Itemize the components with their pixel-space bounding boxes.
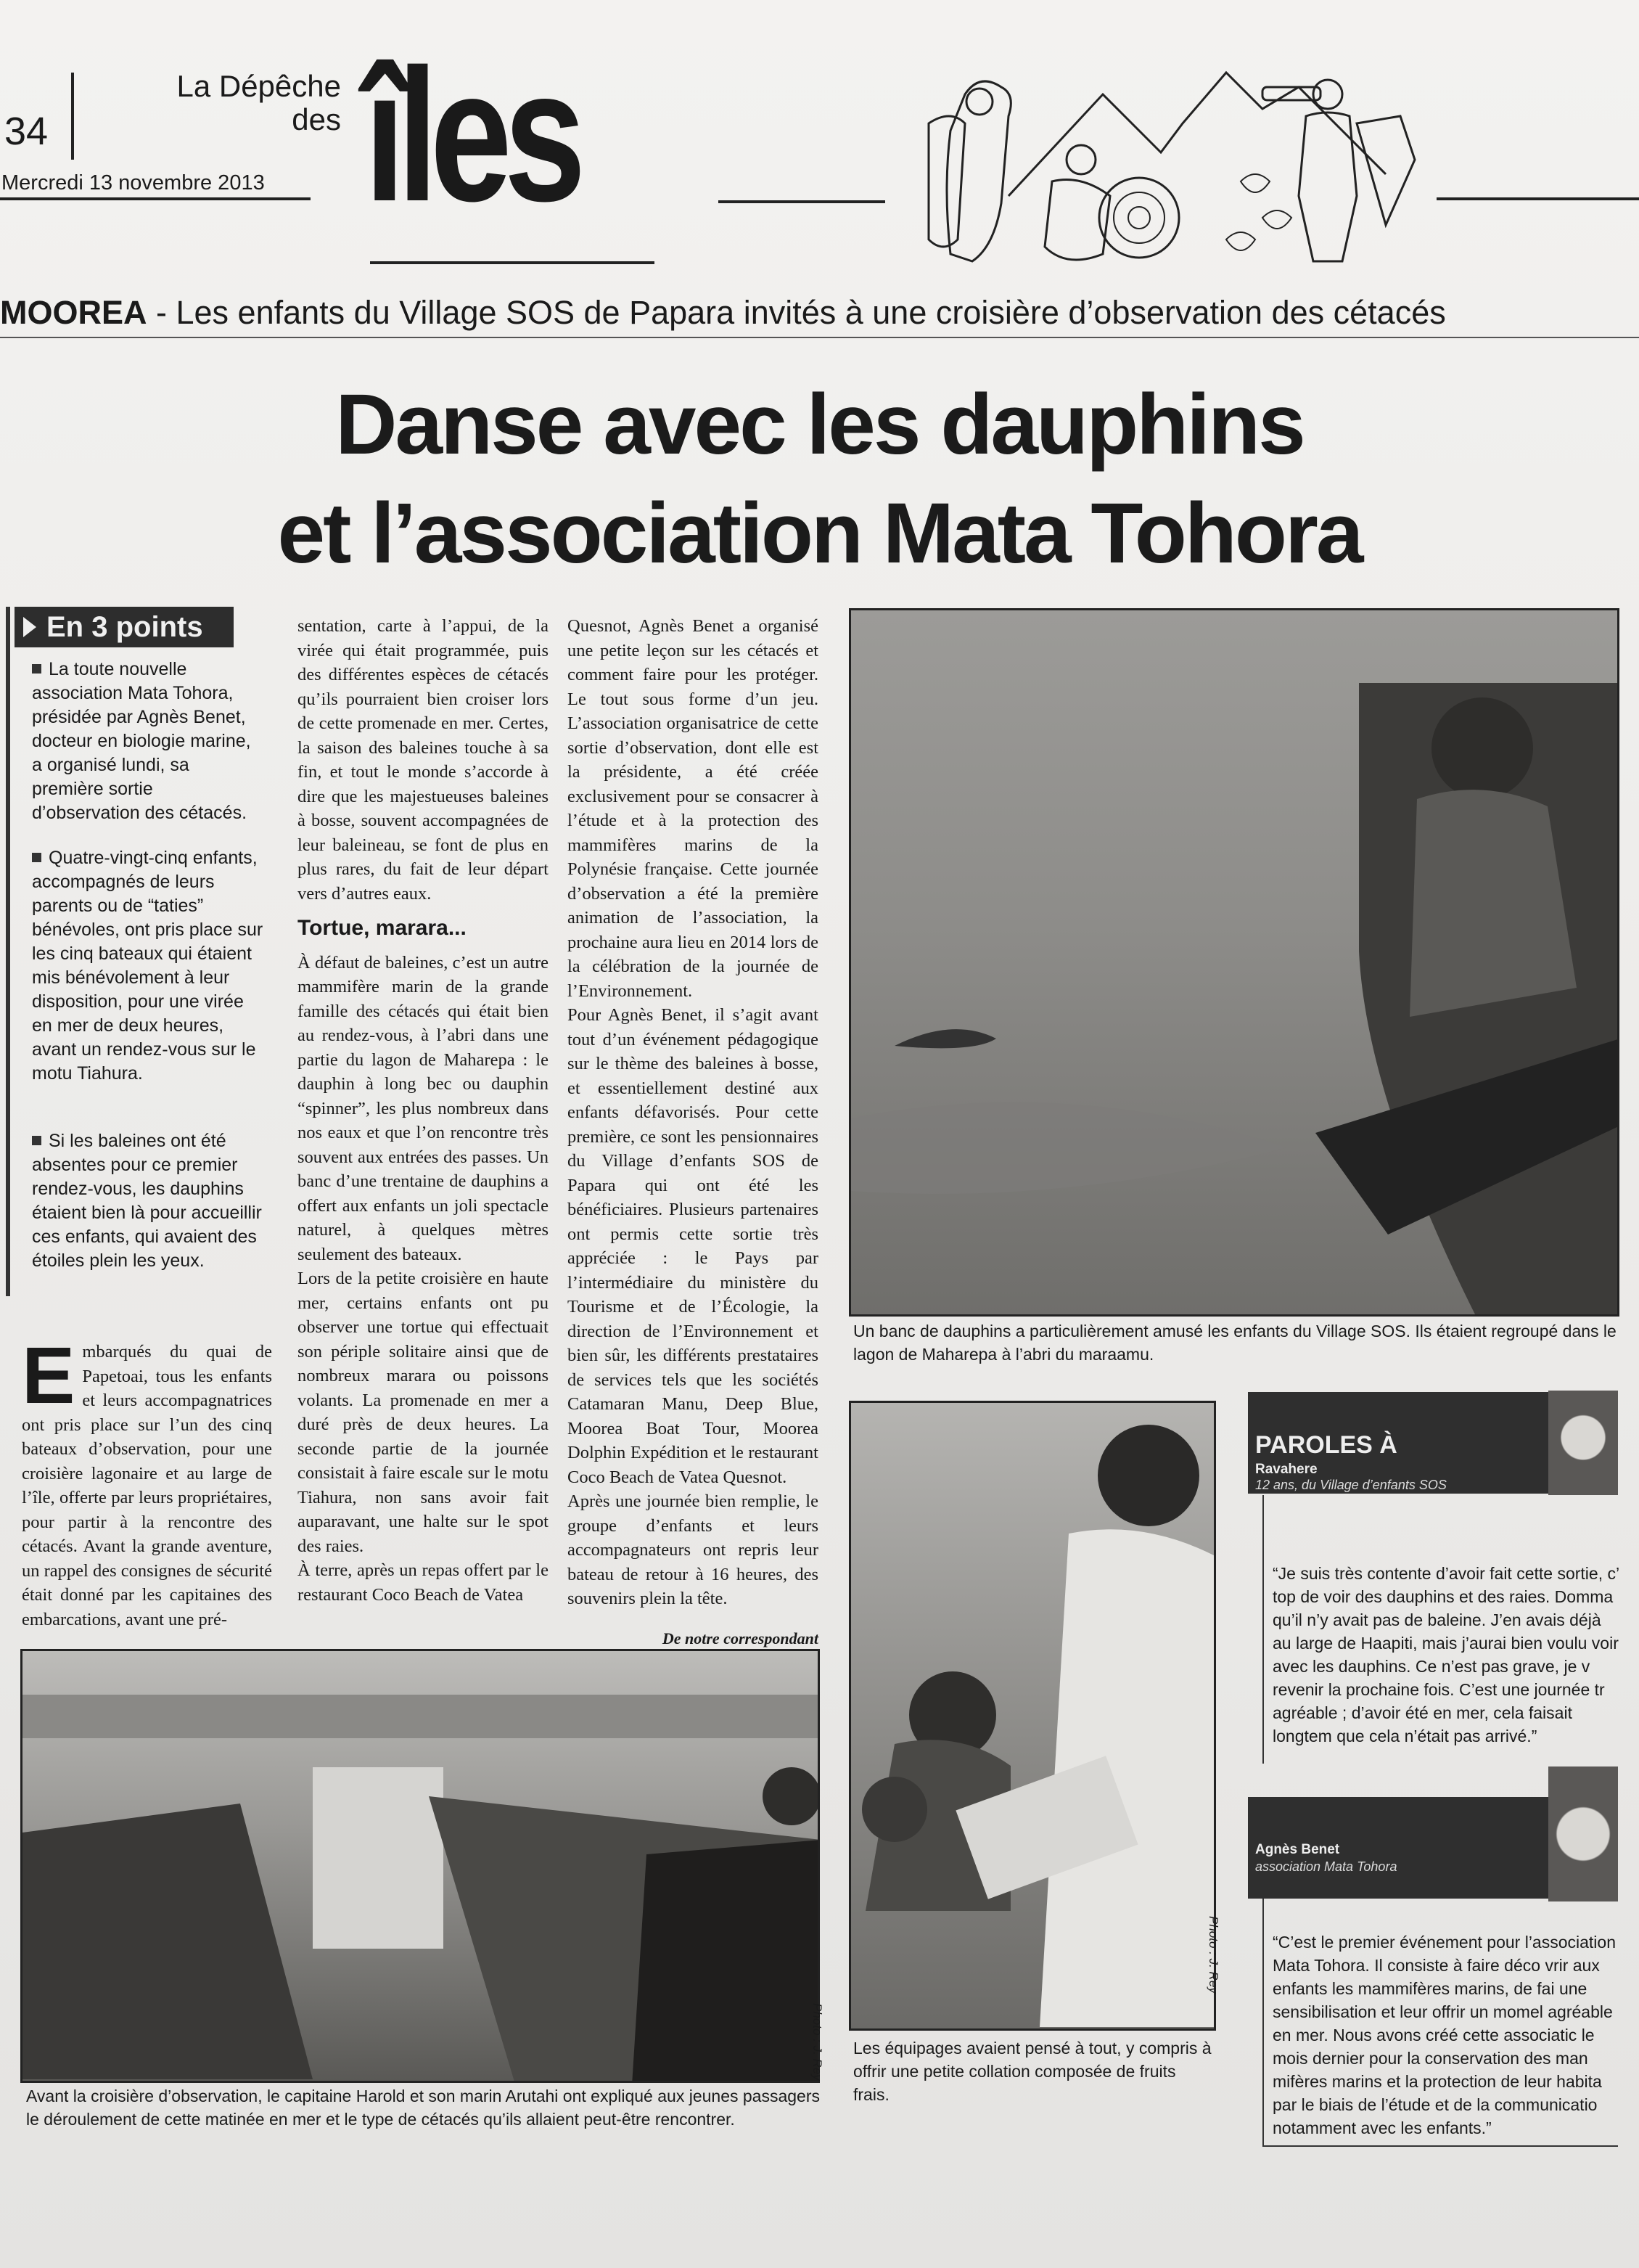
sidebar-title: En 3 points [15, 607, 234, 647]
quote-speaker-role: 12 ans, du Village d’enfants SOS [1255, 1478, 1447, 1492]
photo-dolphins-image [851, 610, 1619, 1317]
polynesian-illustration [921, 51, 1429, 276]
sidebar-point: Si les baleines ont été absentes pour ce premier rendez-vous, les dauphins étaient bien là pour accueillir ces enfants, qui avaient des étoiles plein les yeux. [32, 1131, 262, 1271]
headline-line-1: Danse avec les dauphins [335, 377, 1304, 472]
masthead-rule-left [0, 197, 311, 200]
caption-fruit-snack: Les équipages avaient pensé à tout, y compris à offrir une petite collation composée de fruits frais. [853, 2039, 1212, 2104]
drop-cap: E [22, 1331, 75, 1420]
quotes-section-title: PAROLES À [1255, 1431, 1397, 1459]
publication-name [151, 70, 341, 136]
portrait-agnes-benet [1548, 1766, 1618, 1901]
photo-dolphins [849, 608, 1619, 1317]
publication-name-mid: des [292, 102, 341, 136]
kicker-rule [0, 337, 1639, 338]
quote-speaker-name: Agnès Benet [1255, 1842, 1340, 1857]
masthead-rule-mid [718, 200, 885, 203]
quote-2-rule [1262, 1899, 1264, 2145]
portrait-ravahere [1548, 1391, 1618, 1495]
sidebar-key-points [6, 607, 263, 1296]
quote-speaker-role: association Mata Tohora [1255, 1859, 1397, 1874]
page-number: 34 [4, 110, 49, 153]
kicker-text: - Les enfants du Village SOS de Papara invités à une croisière d’observation des cétacés [147, 294, 1446, 331]
publication-logo: îles [364, 30, 578, 241]
kicker [0, 294, 1446, 332]
sidebar-point: Quatre-vingt-cinq enfants, accompagnés de leurs parents ou de “taties” bénévoles, ont pris place sur les cinq bateaux qui étaient mis bénévolement à leur disposition, pour une virée en mer de deux heures, avant un rendez-vous sur le motu Tiahura. [32, 848, 263, 1084]
quote-1-rule [1262, 1495, 1264, 1764]
headline-line-2: et l’association Mata Tohora [277, 486, 1362, 581]
caption-boat-briefing: Avant la croisière d’observation, le capitaine Harold et son marin Arutahi ont expliqué aux jeunes passagers le déroulement de cette matinée en mer et le type de cétacés qu’ils allaient peut-être rencontrer. [26, 2087, 820, 2129]
masthead-rule-right [1437, 197, 1639, 200]
photo-fruit-snack [849, 1401, 1216, 2031]
article-subhead: Tortue, marara... [297, 916, 467, 940]
sidebar-point: La toute nouvelle association Mata Tohora, présidée par Agnès Benet, docteur en biologie marine, a organisé lundi, sa première sortie d’observation des cétacés. [32, 659, 251, 823]
issue-date: Mercredi 13 novembre 2013 [1, 171, 265, 195]
quote-agnes-benet: “C’est le premier événement pour l’association Mata Tohora. Il consiste à faire déco vrir aux enfants les mammifères marins, de fai une sensibilisation et leur offrir un momel agréable en mer. Nous avons créé cette associatic le mois dernier pour la conservation des man mifères marins et la protection de leur habita par le biais de l’étude et de la communicatio notamment avec les enfants.” [1273, 1933, 1616, 2137]
caption-dolphins: Un banc de dauphins a particulièrement amusé les enfants du Village SOS. Ils étaient regroupé dans le lagon de Maharepa à l’abri du maraamu. [853, 1322, 1617, 1364]
masthead-divider [71, 73, 74, 160]
bullet-square-icon [32, 1136, 41, 1145]
photo-boat-briefing-image [22, 1651, 820, 2083]
bullet-square-icon [32, 853, 41, 862]
masthead-rule-logo [370, 261, 654, 264]
quote-header-agnes-benet [1248, 1797, 1618, 1899]
quote-ravahere: “Je suis très contente d’avoir fait cette sortie, c’ top de voir des dauphins et des raies. Domma qu’il n’y avait pas de baleine. J’en avais déjà au large de Haapiti, mais j’aurai bien voulu voir avec les dauphins. Ce n’est pas grave, je v revenir la prochaine fois. C’est une journée tr agréable ; d’avoir été en mer, cela faisait longtem que cela n’était pas arrivé.” [1273, 1564, 1619, 1745]
photo-credit-boat: Photo : J. Rey [810, 2003, 824, 2081]
publication-name-top: La Dépêche [176, 69, 341, 103]
photo-credit-fruit: Photo : J. Rey [1207, 1916, 1220, 1994]
article-column-3: Quesnot, Agnès Benet a organisé une petite leçon sur les cétacés et comment faire pour les protéger. Le tout sous forme d’un jeu. L’association organisatrice de cette sortie d’observation, dont elle est la présidente, a été créée exclusivement pour se consacrer à l’étude et à la protection des mammifères marins de la Polynésie française. Cette journée d’observation a été la première animation de l’association, la prochaine aura lieu en 2014 lors de la célébration de la journée de l’Environnement. Pour Agnès Benet, il s’agit avant tout d’un événement pédagogique sur le thème des baleines à bosse, et essentiellement destiné aux enfants défavorisés. Pour cette première, ce sont les pensionnaires du Village d’enfants SOS de Papara qui ont été les bénéficiaires. Plusieurs partenaires ont permis cette sortie très appréciée : le Pays par l’intermédiaire du ministère du Tourisme et de l’Écologie, la direction de l’Environnement et bien sûr, les différents prestataires de services tels que les sociétés Catamaran Manu, Deep Blue, Moorea Boat Tour, Moorea Dolphin Expédition et le restaurant Coco Beach de Vatea Quesnot. Après une journée bien remplie, le groupe d’enfants et leurs accompagnateurs ont repris leur bateau de retour à 16 heures, des souvenirs plein la tête. De notre correspondant [567, 614, 818, 1674]
photo-boat-briefing [20, 1649, 820, 2083]
bullet-square-icon [32, 664, 41, 674]
article-column-1: Embarqués du quai de Papetoai, tous les enfants et leurs accompagnatrices ont pris place sur l’un des cinq bateaux d’observation, pour une croisière lagonaire et au large de l’île, offerte par leurs propriétaires, pour partir à la rencontre des cétacés. Avant la grande aventure, un rappel des consignes de sécurité était donné par les capitaines des embarcations, avant une pré- [22, 1331, 272, 1629]
quote-header-ravahere [1248, 1392, 1618, 1494]
quote-2-bottom-rule [1262, 2145, 1618, 2147]
quote-speaker-name: Ravahere [1255, 1462, 1318, 1477]
kicker-location: MOOREA [0, 294, 147, 331]
byline-role: De notre correspondant [662, 1629, 818, 1647]
article-column-2: sentation, carte à l’appui, de la virée qui était programmée, puis des différentes espèces de cétacés qu’ils pourraient bien croiser lors de cette promenade en mer. Certes, la saison des baleines touche à sa fin, et tout le monde s’accorde à dire que les majestueuses baleines à bosse, souvent accompagnées de leur baleineau, se font de plus en plus rares, du fait de leur départ vers d’autres eaux. Tortue, marara... À défaut de baleines, c’est un autre mammifère marin de la grande famille des cétacés qui était bien au rendez-vous, à l’abri dans une partie du lagon de Maharepa : le dauphin à long bec ou dauphin “spinner”, les plus nombreux dans nos eaux et que l’on rencontre très souvent aux entrées des passes. Un banc d’une trentaine de dauphins a offert aux enfants un joli spectacle naturel, à quelques mètres seulement des bateaux. Lors de la petite croisière en haute mer, certains enfants ont pu observer une tortue qui effectuait son périple solitaire ainsi que de nombreux marara ou poissons volants. La promenade en mer a duré près de deux heures. La seconde partie de la journée consistait à faire escale sur le motu Tiahura, non sans avoir fait auparavant, une halte sur le spot des raies. À terre, après un repas offert par le restaurant Coco Beach de Vatea [297, 616, 549, 1605]
photo-fruit-snack-image [851, 1403, 1216, 2031]
